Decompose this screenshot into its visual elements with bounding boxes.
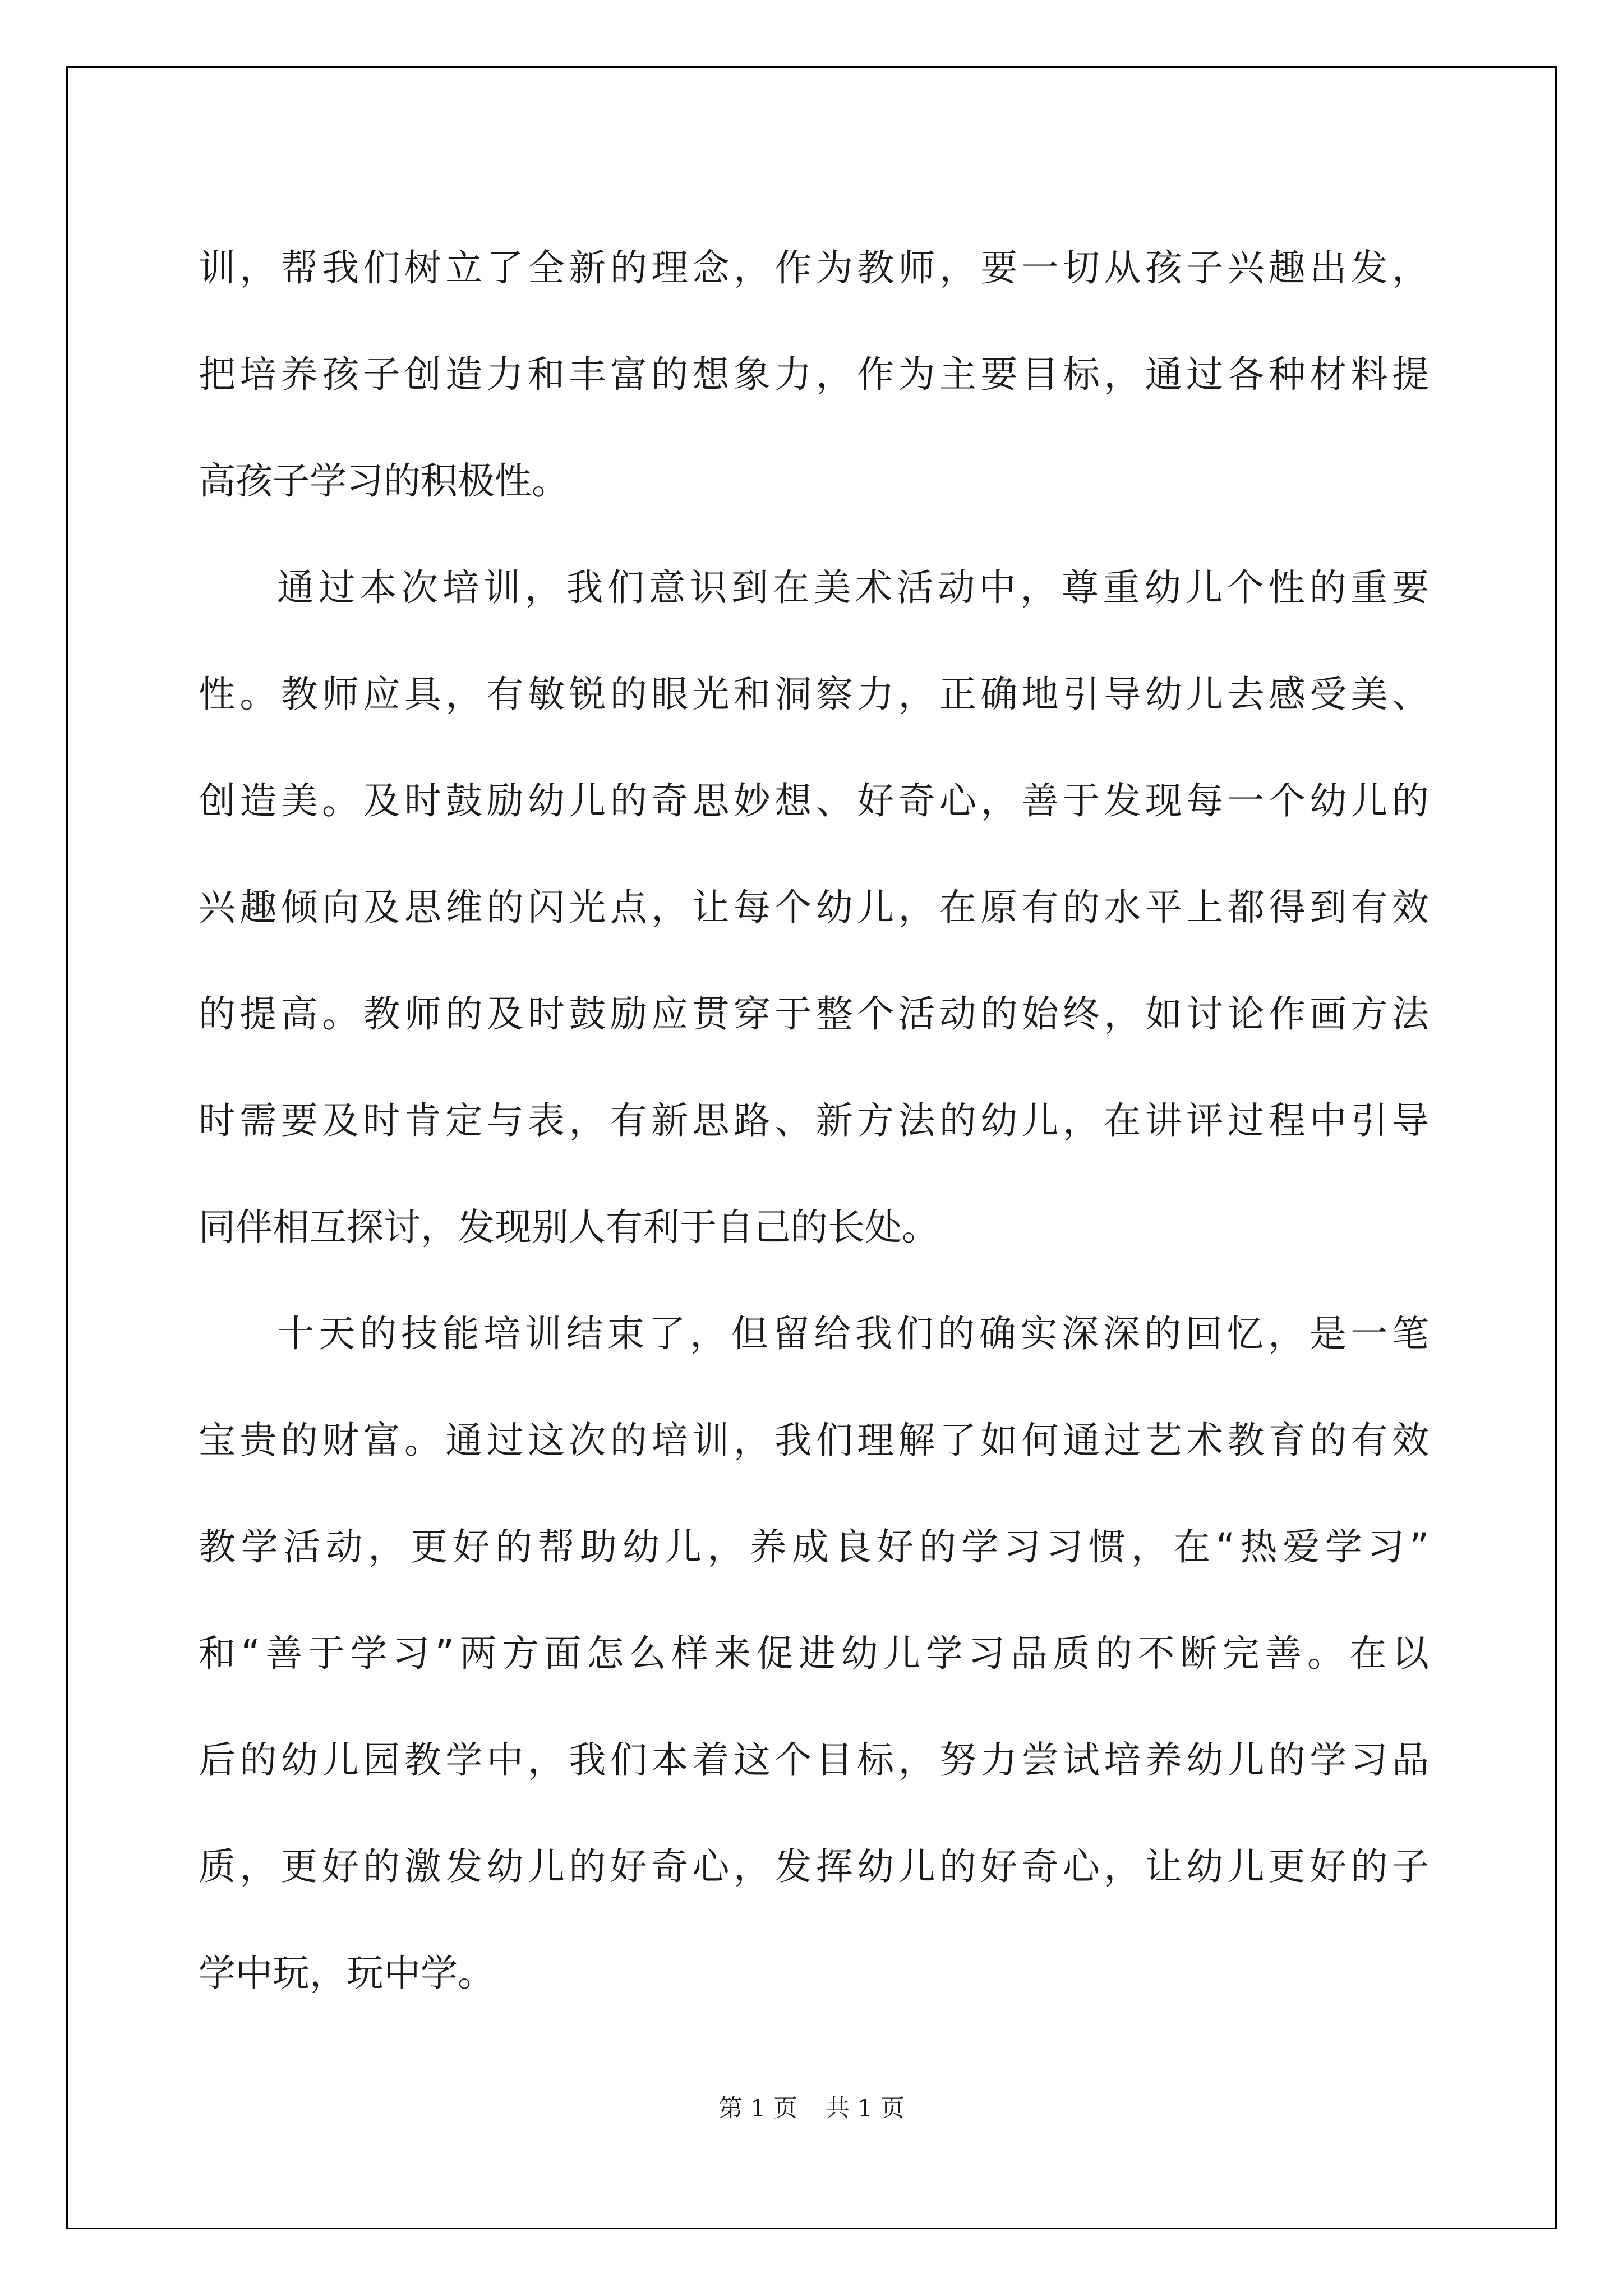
paragraph-line: 时需要及时肯定与表，有新思路、新方法的幼儿，在讲评过程中引导 bbox=[199, 1099, 1429, 1142]
paragraph-line: 兴趣倾向及思维的闪光点，让每个幼儿，在原有的水平上都得到有效 bbox=[199, 886, 1429, 929]
paragraph-3 bbox=[199, 1281, 1429, 2027]
paragraph-2 bbox=[199, 535, 1429, 1281]
paragraph-line: 的提高。教师的及时鼓励应贯穿于整个活动的始终，如讨论作画方法 bbox=[199, 992, 1429, 1036]
document-body bbox=[66, 66, 1557, 2229]
paragraph-line: 教学活动，更好的帮助幼儿，养成良好的学习习惯，在“热爱学习” bbox=[199, 1525, 1429, 1568]
paragraph-line: 训，帮我们树立了全新的理念，作为教师，要一切从孩子兴趣出发， bbox=[199, 246, 1429, 289]
paragraph-line: 学中玩，玩中学。 bbox=[199, 1952, 495, 1995]
paragraph-line: 后的幼儿园教学中，我们本着这个目标，努力尝试培养幼儿的学习品 bbox=[199, 1738, 1429, 1782]
page-footer bbox=[0, 2090, 1623, 2124]
paragraph-line: 十天的技能培训结束了，但留给我们的确实深深的回忆，是一笔 bbox=[277, 1312, 1429, 1355]
paragraph-line: 同伴相互探讨，发现别人有利于自己的长处。 bbox=[199, 1205, 939, 1249]
paragraph-line: 质，更好的激发幼儿的好奇心，发挥幼儿的好奇心，让幼儿更好的子 bbox=[199, 1845, 1429, 1888]
paragraph-line: 宝贵的财富。通过这次的培训，我们理解了如何通过艺术教育的有效 bbox=[199, 1419, 1429, 1462]
paragraph-line: 高孩子学习的积极性。 bbox=[199, 459, 569, 503]
page-total: 共 1 页 bbox=[826, 2095, 905, 2123]
page-number: 第 1 页 bbox=[718, 2095, 797, 2123]
paragraph-1 bbox=[199, 215, 1429, 535]
paragraph-line: 和“善于学习”两方面怎么样来促进幼儿学习品质的不断完善。在以 bbox=[199, 1632, 1429, 1675]
paragraph-line: 创造美。及时鼓励幼儿的奇思妙想、好奇心，善于发现每一个幼儿的 bbox=[199, 779, 1429, 822]
paragraph-line: 性。教师应具，有敏锐的眼光和洞察力，正确地引导幼儿去感受美、 bbox=[199, 673, 1429, 716]
paragraph-line: 把培养孩子创造力和丰富的想象力，作为主要目标，通过各种材料提 bbox=[199, 353, 1429, 396]
paragraph-line: 通过本次培训，我们意识到在美术活动中，尊重幼儿个性的重要 bbox=[277, 566, 1429, 609]
